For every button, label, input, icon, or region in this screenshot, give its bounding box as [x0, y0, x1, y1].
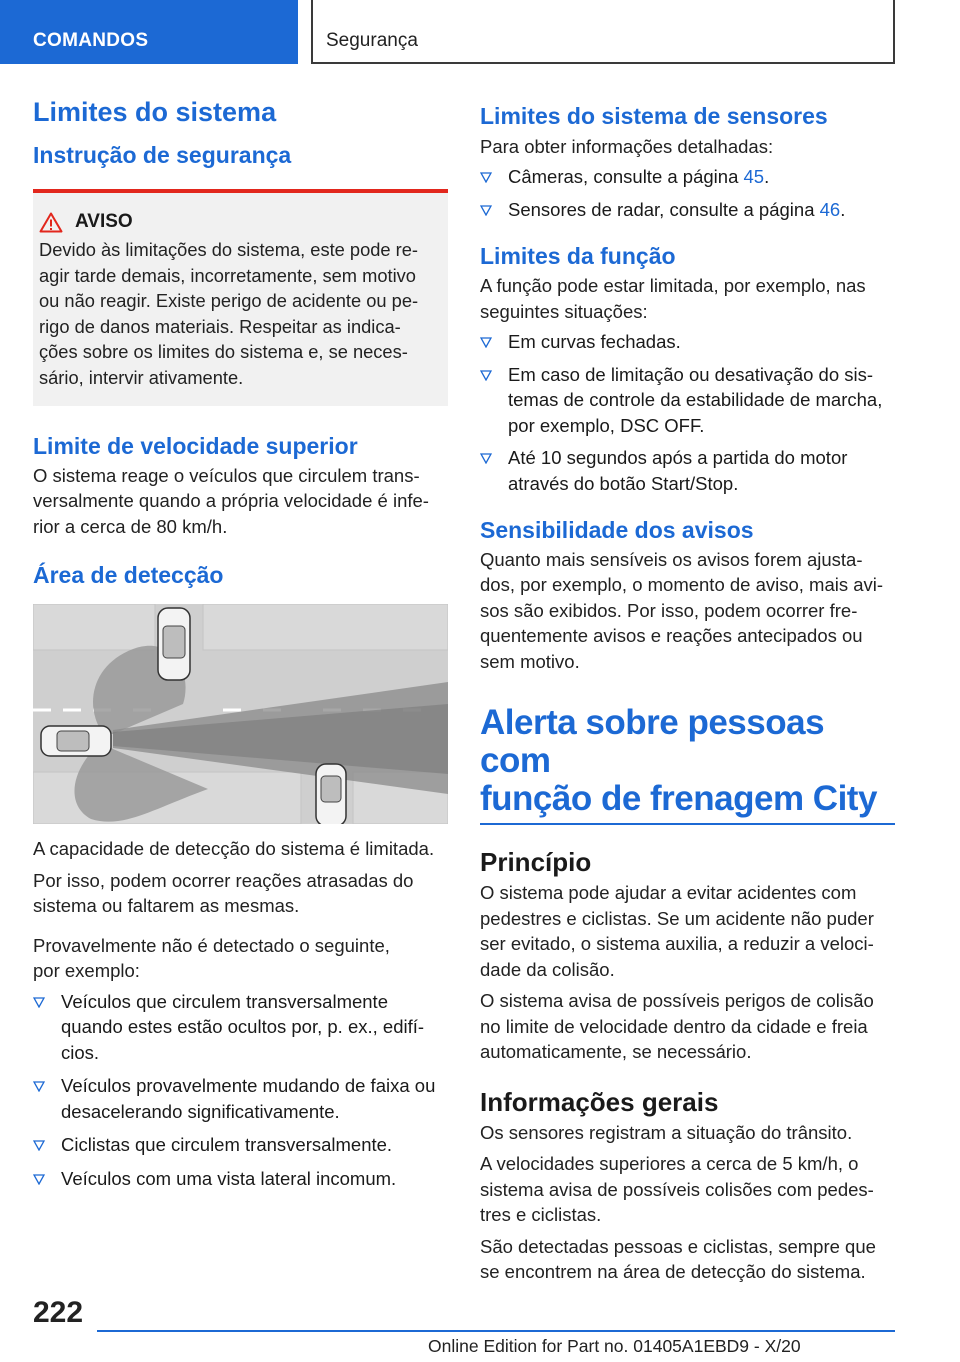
detection-limited-text: A capacidade de detecção do sistema é limitada. — [33, 838, 435, 860]
page-link-45[interactable]: 45 — [743, 166, 765, 188]
list-item: Veículos provavelmente mudando de faixa ou desacelerando significativamente. — [33, 1073, 448, 1124]
not-detected-intro: Provavelmente não é detectado o seguinte, por exemplo: — [33, 934, 390, 982]
warning-header — [39, 211, 440, 233]
page-link-46[interactable]: 46 — [819, 198, 841, 220]
list-item: Em caso de limitação ou desativação do sis‐ temas de controle da estabilidade de marcha, por exemplo, DSC OFF. — [480, 362, 895, 439]
list-item: Até 10 segundos após a partida do motor através do botão Start/Stop. — [480, 445, 895, 496]
list-item: Em curvas fechadas. — [480, 329, 895, 355]
sensor-intro: Para obter informações detalhadas: — [480, 135, 774, 157]
footer-rule — [97, 1330, 895, 1332]
heading-sensor-limits: Limites do sistema de sensores — [480, 103, 828, 129]
principle-text-1: O sistema pode ajudar a evitar acidentes com pedestres e ciclistas. Se um acidente não puder ser evitado, o sistema auxilia, a reduzir a veloci‐ dade da colisão. — [480, 882, 874, 980]
footer-edition: Online Edition for Part no. 01405A1EBD9 - X/20 — [428, 1336, 801, 1356]
heading-speed-limit: Limite de velocidade superior — [33, 433, 358, 460]
list-item: Veículos que circulem transversalmente quando estes estão ocultos por, p. ex., edifí‐ cios. — [33, 989, 448, 1066]
list-item: Câmeras, consulte a página 45. — [480, 164, 895, 190]
general-text-1: Os sensores registram a situação do trânsito. — [480, 1121, 853, 1143]
heading-general-info: Informações gerais — [480, 1086, 719, 1117]
bullet-triangle-icon — [33, 1081, 45, 1092]
delayed-reactions-text: Por isso, podem ocorrer reações atrasadas do sistema ou faltarem as mesmas. — [33, 869, 414, 917]
bullet-triangle-icon — [480, 172, 492, 183]
bullet-triangle-icon — [480, 453, 492, 464]
list-item: Veículos com uma vista lateral incomum. — [33, 1166, 448, 1192]
section-tab[interactable]: COMANDOS — [0, 0, 298, 64]
bullet-triangle-icon — [33, 1174, 45, 1185]
heading-system-limits: Limites do sistema — [33, 97, 277, 127]
speed-limit-text: O sistema reage o veículos que circulem trans‐ versalmente quando a própria velocidade é infe‐ rior a cerca de 80 km/h. — [33, 464, 429, 537]
detection-area-illustration — [33, 604, 448, 824]
list-item: Sensores de radar, consulte a página 46. — [480, 197, 895, 223]
function-list — [480, 329, 895, 496]
warning-label: AVISO — [75, 211, 133, 233]
bullet-triangle-icon — [33, 1140, 45, 1151]
heading-principle: Princípio — [480, 847, 592, 878]
right-column — [480, 102, 895, 1285]
bullet-triangle-icon — [480, 205, 492, 216]
list-item: Ciclistas que circulem transversalmente. — [33, 1132, 448, 1158]
heading-detection-area: Área de detecção — [33, 562, 224, 589]
bullet-triangle-icon — [480, 370, 492, 381]
page-section-title: Segurança — [311, 0, 895, 64]
warning-triangle-icon — [39, 212, 63, 233]
detection-area-graphic — [33, 604, 448, 824]
heading-function-limits: Limites da função — [480, 243, 676, 270]
bullet-triangle-icon — [33, 997, 45, 1008]
page-number: 222 — [33, 1296, 84, 1329]
warning-text: Devido às limitações do sistema, este pode re‐ agir tarde demais, incorretamente, sem motivo ou não reagir. Existe perigo de acidente ou pe‐ rigo de danos materiais. Respeitar as indica‐ ções sobre os limites do sistema e, se neces‐ sário, intervir ativamente. — [39, 239, 419, 388]
bullet-triangle-icon — [480, 337, 492, 348]
function-intro: A função pode estar limitada, por exemplo, nas seguintes situações: — [480, 275, 866, 322]
general-text-3: São detectadas pessoas e ciclistas, sempre que se encontrem na área de detecção do sistema. — [480, 1235, 876, 1283]
left-column — [33, 96, 448, 1191]
sensitivity-text: Quanto mais sensíveis os avisos forem ajusta‐ dos, por exemplo, o momento de aviso, mais avi‐ sos são exibidos. Por isso, podem ocorrer fre‐ quentemente avisos e reações antecipados ou sem motivo. — [480, 548, 884, 672]
not-detected-list — [33, 989, 448, 1192]
general-text-2: A velocidades superiores a cerca de 5 km/h, o sistema avisa de possíveis colisões com pedes‐ tres e ciclistas. — [480, 1153, 874, 1226]
chapter-heading-city-brake: Alerta sobre pessoas com função de frenagem City — [480, 704, 895, 825]
heading-safety-instruction: Instrução de segurança — [33, 142, 292, 169]
sensor-list — [480, 164, 895, 222]
heading-warning-sensitivity: Sensibilidade dos avisos — [480, 517, 754, 543]
principle-text-2: O sistema avisa de possíveis perigos de colisão no limite de velocidade dentro da cidade e freia automaticamente, se necessário. — [480, 990, 874, 1063]
warning-box — [33, 189, 448, 406]
